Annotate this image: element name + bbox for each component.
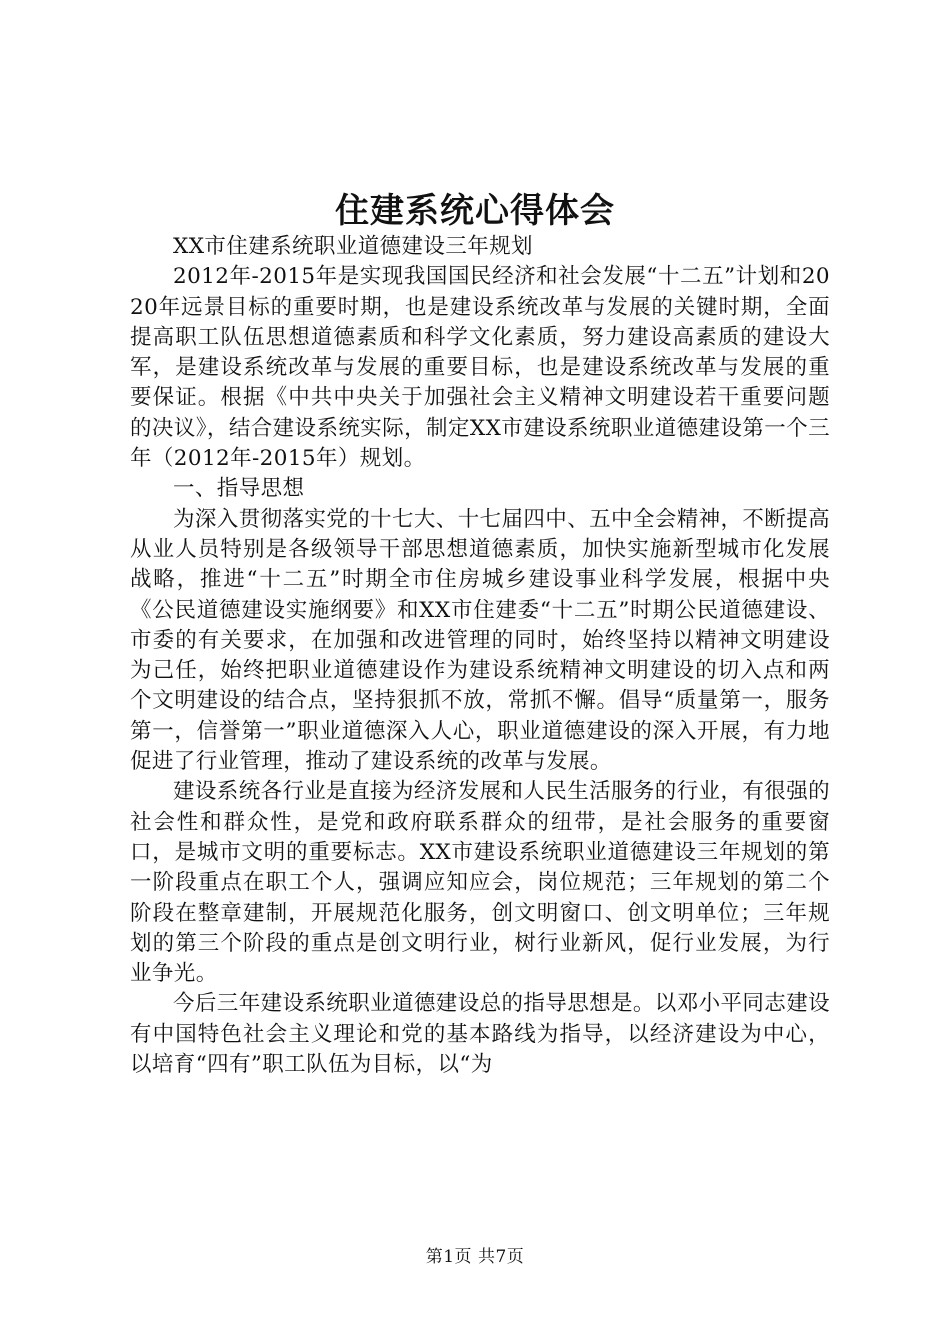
document-title: 住建系统心得体会: [335, 191, 615, 231]
body-paragraph: 建设系统各行业是直接为经济发展和人民生活服务的行业，有很强的社会性和群众性，是党和政府联系群众的纽带，是社会服务的重要窗口，是城市文明的重要标志。XX市建设系统职业道德建设三年规划的第一阶段重点在职工个人，强调应知应会，岗位规范；三年规划的第二个阶段在整章建制，开展规范化服务，创文明窗口、创文明单位；三年规划的第三个阶段的重点是创文明行业，树行业新风，促行业发展，为行业争光。: [130, 779, 831, 987]
body-paragraph: 今后三年建设系统职业道德建设总的指导思想是。以邓小平同志建设有中国特色社会主义理论和党的基本路线为指导，以经济建设为中心，以培育“四有”职工队伍为目标，以“为: [130, 991, 831, 1078]
document-body: [130, 232, 830, 1080]
intro-paragraph: 2012年-2015年是实现我国国民经济和社会发展“十二五”计划和2020年远景目标的重要时期，也是建设系统改革与发展的关键时期，全面提高职工队伍思想道德素质和科学文化素质，努力建设高素质的建设大军，是建设系统改革与发展的重要目标，也是建设系统改革与发展的重要保证。根据《中共中央关于加强社会主义精神文明建设若干重要问题的决议》，结合建设系统实际，制定XX市建设系统职业道德建设第一个三年（2012年-2015年）规划。: [130, 264, 830, 472]
subtitle-paragraph: XX市住建系统职业道德建设三年规划: [173, 234, 533, 259]
section-heading: 一、指导思想: [173, 476, 305, 502]
body-paragraph: 为深入贯彻落实党的十七大、十七届四中、五中全会精神，不断提高从业人员特别是各级领导干部思想道德素质，加快实施新型城市化发展战略，推进“十二五”时期全市住房城乡建设事业科学发展，根据中央《公民道德建设实施纲要》和XX市住建委“十二五”时期公民道德建设、市委的有关要求，在加强和改进管理的同时，始终坚持以精神文明建设为己任，始终把职业道德建设作为建设系统精神文明建设的切入点和两个文明建设的结合点，坚持狠抓不放，常抓不懈。倡导“质量第一，服务第一，信誉第一”职业道德深入人心，职业道德建设的深入开展，有力地促进了行业管理，推动了建设系统的改革与发展。: [130, 506, 831, 775]
page-number-footer: 第1页 共7页: [425, 1247, 525, 1267]
